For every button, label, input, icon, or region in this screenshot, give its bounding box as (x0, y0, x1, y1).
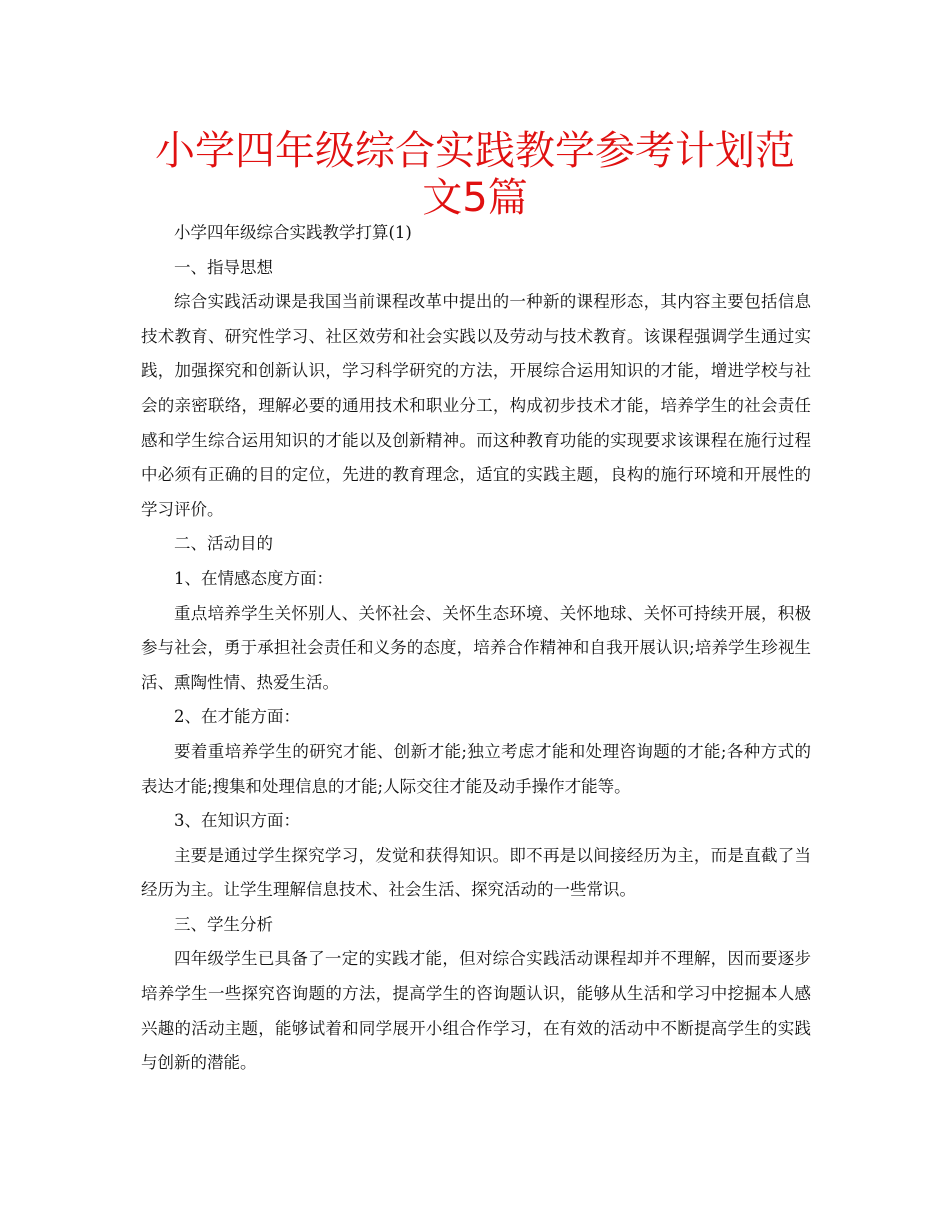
body-paragraph: 要着重培养学生的研究才能、创新才能;独立考虑才能和处理咨询题的才能;各种方式的表达才能;搜集和处理信息的才能;人际交往才能及动手操作才能等。 (141, 741, 811, 796)
subtitle-paragraph: 小学四年级综合实践教学打算(1) (174, 223, 412, 242)
subsection-heading: 1、在情感态度方面： (174, 568, 333, 588)
document-title: 小学四年级综合实践教学参考计划范文5篇 (155, 128, 795, 221)
body-paragraph: 主要是通过学生探究学习，发觉和获得知识。即不再是以间接经历为主，而是直截了当经历为主。让学生理解信息技术、社会生活、探究活动的一些常识。 (141, 845, 811, 900)
subsection-heading: 2、在才能方面： (174, 707, 300, 727)
body-paragraph: 重点培养学生关怀别人、关怀社会、关怀生态环境、关怀地球、关怀可持续开展，积极参与社会，勇于承担社会责任和义务的态度，培养合作精神和自我开展认识;培养学生珍视生活、熏陶性情、热爱生活。 (141, 603, 811, 692)
document-body (141, 216, 811, 1081)
section-heading: 二、活动目的 (174, 534, 273, 554)
body-paragraph: 综合实践活动课是我国当前课程改革中提出的一种新的课程形态，其内容主要包括信息技术教育、研究性学习、社区效劳和社会实践以及劳动与技术教育。该课程强调学生通过实践，加强探究和创新认识，学习科学研究的方法，开展综合运用知识的才能，增进学校与社会的亲密联络，理解必要的通用技术和职业分工，构成初步技术才能，培养学生的社会责任感和学生综合运用知识的才能以及创新精神。而这种教育功能的实现要求该课程在施行过程中必须有正确的目的定位，先进的教育理念，适宜的实践主题，良构的施行环境和开展性的学习评价。 (141, 292, 811, 519)
subsection-heading: 3、在知识方面： (174, 811, 300, 831)
body-paragraph: 四年级学生已具备了一定的实践才能，但对综合实践活动课程却并不理解，因而要逐步培养学生一些探究咨询题的方法，提高学生的咨询题认识，能够从生活和学习中挖掘本人感兴趣的活动主题，能够试着和同学展开小组合作学习，在有效的活动中不断提高学生的实践与创新的潜能。 (141, 949, 811, 1073)
section-heading: 一、指导思想 (174, 257, 273, 277)
section-heading: 三、学生分析 (174, 914, 273, 934)
